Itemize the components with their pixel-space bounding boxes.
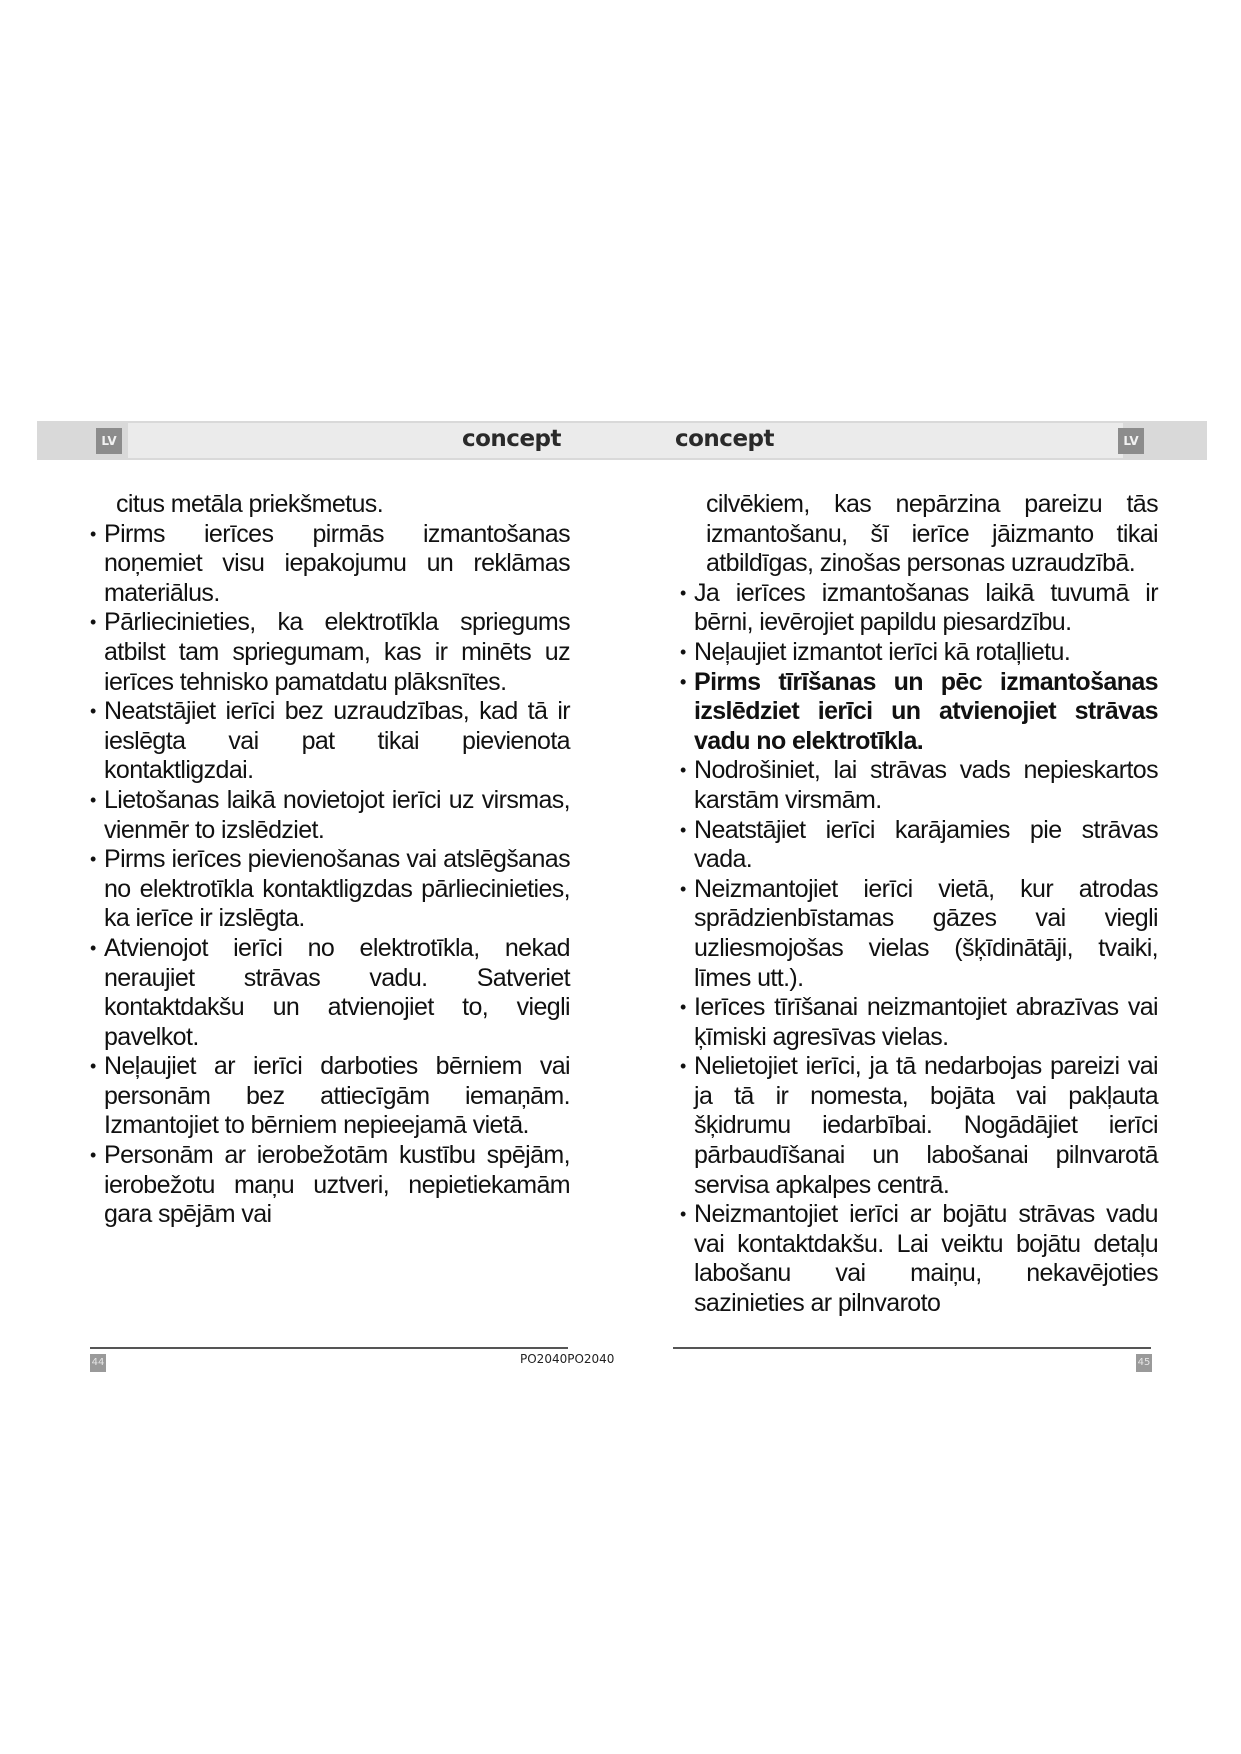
list-item-text: Ja ierīces izmantošanas laikā tuvumā ir bērni, ievērojiet papildu piesardzību. [694,578,1158,637]
list-item [90,697,570,786]
bullet-icon: • [680,1204,686,1225]
page-number-right: 45 [1136,1354,1152,1372]
list-item-text: Neizmantojiet ierīci ar bojātu strāvas vadu vai kontaktdakšu. Lai veiktu bojātu detaļu labošanu vai maiņu, nekavējoties sazinieties ar pilnvaroto [694,1200,1158,1318]
list-item [90,786,570,845]
list-item [90,520,570,609]
brand-logo-left: concept [462,426,562,452]
list-item [680,756,1158,815]
bullet-icon: • [680,582,686,603]
brand-logo-right: concept [675,426,775,452]
bullet-icon: • [90,849,96,870]
bullet-icon: • [90,937,96,958]
bullet-icon: • [680,997,686,1018]
list-item-text: Pirms tīrīšanas un pēc izmantošanas izslēdziet ierīci un atvienojiet strāvas vadu no elektrotīkla. [694,667,1158,755]
continuation-text: citus metāla priekšmetus. [116,490,384,518]
bullet-icon: • [680,641,686,662]
list-item-text: Neatstājiet ierīci karājamies pie strāvas vada. [694,815,1158,874]
bullet-icon: • [680,878,686,899]
bullet-icon: • [680,671,686,692]
list-item [680,579,1158,638]
list-item [680,816,1158,875]
list-item [680,875,1158,993]
list-item [680,1052,1158,1200]
header-inner [128,423,1123,458]
bullet-icon: • [90,701,96,722]
list-item-text: Pirms ierīces pirmās izmantošanas noņemiet visu iepakojumu un reklāmas materiālus. [104,519,570,607]
language-badge-left: LV [96,428,122,454]
list-item-text: Neļaujiet izmantot ierīci kā rotaļlietu. [694,637,1071,666]
list-item [680,638,1158,668]
list-item-text: Neizmantojiet ierīci vietā, kur atrodas sprādzienbīstamas gāzes vai viegli uzliesmojošas vielas (šķīdinātāji, tvaiki, līmes utt.). [694,874,1158,992]
list-item-text: Personām ar ierobežotām kustību spējām, ierobežotu maņu uztveri, nepietiekamām gara spējām vai [104,1141,570,1229]
bullet-icon: • [680,819,686,840]
bullet-icon: • [90,1056,96,1077]
list-item [90,1141,570,1230]
bullet-icon: • [90,789,96,810]
list-item-text: Atvienojot ierīci no elektrotīkla, nekad neraujiet strāvas vadu. Satveriet kontaktdakšu un atvienojiet to, viegli pavelkot. [104,933,570,1051]
list-item-text: Lietošanas laikā novietojot ierīci uz virsmas, vienmēr to izslēdziet. [104,785,570,844]
list-item [90,845,570,934]
list-item-warning [680,668,1158,757]
list-item [90,608,570,697]
list-item-text: Nelietojiet ierīci, ja tā nedarbojas pareizi vai ja tā ir nomesta, bojāta vai pakļauta šķidrumu iedarbībai. Nogādājiet ierīci pārbaudīšanai un labošanai pilnvarotā servisa apkalpes centrā. [694,1052,1158,1199]
list-item [90,934,570,1052]
bullet-icon: • [90,612,96,633]
list-item [90,1052,570,1141]
bullet-icon: • [90,1145,96,1166]
list-item [680,1200,1158,1318]
bullet-icon: • [90,523,96,544]
model-number: PO2040PO2040 [520,1352,615,1366]
left-column [90,490,570,1230]
list-item-text: Pirms ierīces pievienošanas vai atslēgšanas no elektrotīkla kontaktligzdas pārliecinieties, ka ierīce ir izslēgta. [104,845,570,933]
footer-rule-right [673,1347,1151,1349]
bullet-icon: • [680,760,686,781]
continuation-text: cilvēkiem, kas nepārzina pareizu tās izmantošanu, šī ierīce jāizmanto tikai atbildīgas, zinošas personas uzraudzībā. [706,490,1158,578]
list-item-text: Neatstājiet ierīci bez uzraudzības, kad tā ir ieslēgta vai pat tikai pievienota kontaktligzdai. [104,697,570,785]
page-number-left: 44 [90,1354,106,1372]
list-item [680,993,1158,1052]
list-item-text: Nodrošiniet, lai strāvas vads nepieskartos karstām virsmām. [694,756,1158,814]
list-item-text: Ierīces tīrīšanai neizmantojiet abrazīvas vai ķīmiski agresīvas vielas. [694,993,1158,1051]
list-item-text: Neļaujiet ar ierīci darboties bērniem vai personām bez attiecīgām iemaņām. Izmantojiet to bērniem nepieejamā vietā. [104,1052,570,1140]
right-column [680,490,1158,1319]
list-item-text: Pārliecinieties, ka elektrotīkla spriegums atbilst tam spriegumam, kas ir minēts uz ierīces tehnisko pamatdatu plāksnītes. [104,608,570,696]
bullet-icon: • [680,1056,686,1077]
footer-rule-left [90,1347,568,1349]
language-badge-right: LV [1118,428,1144,454]
